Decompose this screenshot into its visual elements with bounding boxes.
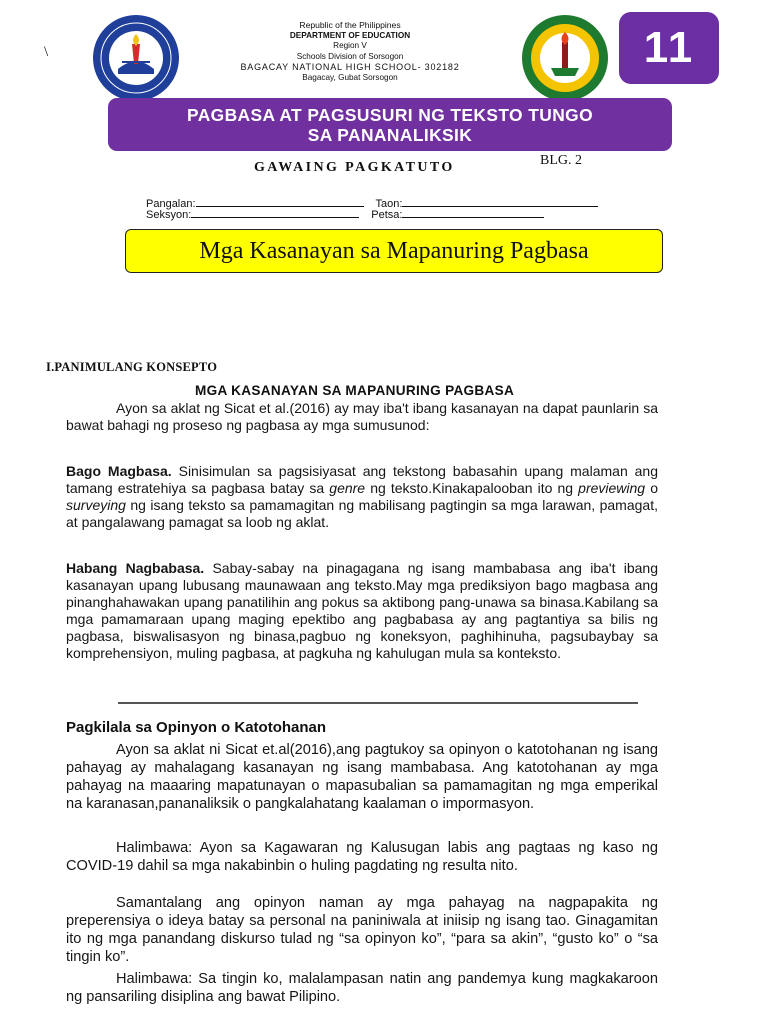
- date-label: Petsa:: [371, 209, 403, 221]
- opinion-fact-paragraph: Ayon sa aklat ni Sicat et.al(2016),ang pagtukoy sa opinyon o katotohanan ng isang pahayag ay mahalagang kasanayan ng isang mambabasa. Ang katotohanan ay mga pahayag na maaaring mapatunayan o mapasubalian sa pamamagitan ng mga emperikal na karanasan,pananaliksik o pangkalahatang kaalaman o impormasyon.: [66, 742, 658, 812]
- section-label: Seksyon:: [146, 209, 192, 221]
- subject-title-banner: [108, 98, 672, 151]
- student-info-form: [146, 198, 646, 220]
- intro-paragraph: Ayon sa aklat ng Sicat et al.(2016) ay may iba't ibang kasanayan na dapat paunlarin sa bawat bahagi ng proseso ng pagbasa ay mga sumusunod:: [66, 400, 658, 433]
- habang-nagbabasa-label: Habang Nagbabasa.: [66, 560, 205, 576]
- bago-magbasa-label: Bago Magbasa.: [66, 463, 172, 479]
- habang-nagbabasa-paragraph: Habang Nagbabasa. Sabay-sabay na pinagagana ng isang mambabasa ang iba't ibang kasanayan upang lubusang maunawaan ang teksto.May mga prediksiyon bago magbasa ang pinanghahawakan upang panatilihin ang pokus sa aktibong pang-unawa sa binasa.Kabilang sa mga pamamaraan upang maging epektibo ang pagbabasa ay ang pagtantiya sa bilis ng pagbasa, biswalisasyon ng binasa,pagbuo ng koneksyon, paghihinuha, pagsubaybay sa komprehensiyon, muling pagbasa, at pagkuha ng kahulugan mula sa konteksto.: [66, 560, 658, 661]
- deped-seal-logo: [92, 14, 180, 102]
- letterhead-region: Region V: [333, 41, 367, 51]
- grade-level-badge: 11: [619, 12, 719, 84]
- form-row-name: [146, 198, 646, 209]
- section-field-line: [191, 209, 359, 218]
- date-field-line: [402, 209, 544, 218]
- letterhead-department: DEPARTMENT OF EDUCATION: [289, 30, 411, 40]
- stray-backslash: \: [44, 44, 49, 60]
- lesson-title-box: Mga Kasanayan sa Mapanuring Pagbasa: [125, 229, 663, 273]
- letterhead: [200, 20, 500, 84]
- letterhead-address: Bagacay, Gubat Sorsogon: [302, 72, 398, 82]
- activity-title: GAWAING PAGKATUTO: [254, 160, 455, 175]
- subject-title-line2: SA PANANALIKSIK: [307, 125, 473, 145]
- opinion-fact-heading: Pagkilala sa Opinyon o Katotohanan: [66, 719, 327, 736]
- cut-off-text-line: [118, 700, 638, 706]
- fact-example-paragraph: Halimbawa: Ayon sa Kagawaran ng Kalusugan labis ang pagtaas ng kaso ng COVID-19 dahil sa mga nakabinbin o huling pagdating ng resulta nito.: [66, 840, 658, 874]
- name-field-line: [196, 198, 364, 207]
- letterhead-school: BAGACAY NATIONAL HIGH SCHOOL- 302182: [240, 62, 460, 73]
- year-field-line: [402, 198, 598, 207]
- section-heading: I.PANIMULANG KONSEPTO: [46, 360, 218, 374]
- subject-title-line1: PAGBASA AT PAGSUSURI NG TEKSTO TUNGO: [186, 105, 594, 125]
- name-label: Pangalan:: [146, 198, 196, 210]
- school-seal-logo: [521, 14, 609, 102]
- opinion-example-paragraph: Halimbawa: Sa tingin ko, malalampasan natin ang pandemya kung magkakaroon ng pansariling disiplina ang bawat Pilipino.: [66, 971, 658, 1005]
- letterhead-division: Schools Division of Sorsogon: [296, 51, 404, 61]
- topic-title: MGA KASANAYAN SA MAPANURING PAGBASA: [195, 383, 515, 398]
- letterhead-republic: Republic of the Philippines: [299, 20, 401, 30]
- form-row-section: [146, 209, 646, 220]
- bago-magbasa-paragraph: Bago Magbasa. Sinisimulan sa pagsisiyasat ang tekstong babasahin upang malaman ang tamang estratehiya sa pagbasa batay sa genre ng teksto.Kinakapalooban ito ng previewing o surveying ng isang teksto sa pamamagitan ng mabilisang pagtingin sa mga larawan, pamagat, at pangalawang pamagat sa loob ng aklat.: [66, 463, 658, 530]
- year-label: Taon:: [375, 198, 403, 210]
- opinion-paragraph: Samantalang ang opinyon naman ay mga pahayag na nagpapakita ng preperensiya o ideya batay sa personal na paniniwala at iniisip ng isang tao. Ginagamitan ito ng mga panandang diskurso tulad ng “sa opinyon ko”, “para sa akin”, “gusto ko” o “sa tingin ko”.: [66, 895, 658, 965]
- activity-number: BLG. 2: [540, 153, 582, 168]
